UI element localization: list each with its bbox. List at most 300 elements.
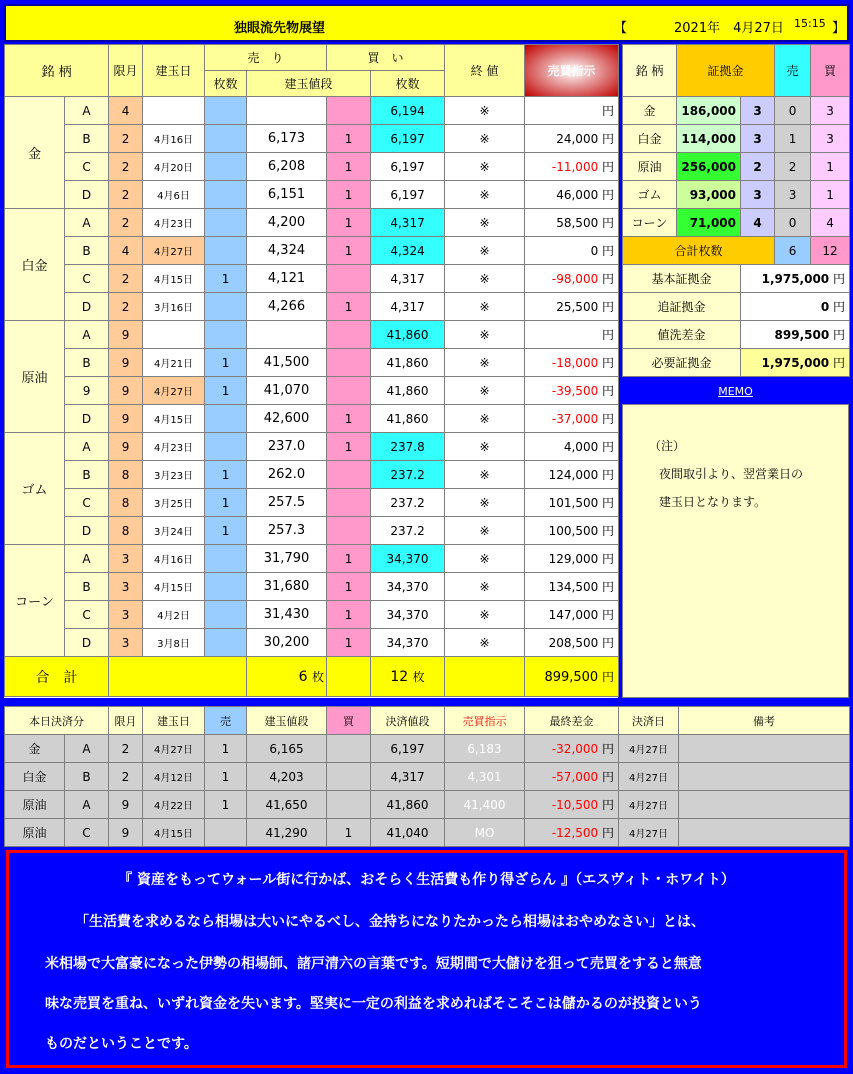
bracket-right: 】 [832, 21, 846, 36]
buy-count: 1 [327, 293, 371, 321]
position-row [5, 265, 619, 293]
margin-commodity: ゴム [623, 181, 677, 209]
margin-buy: 1 [811, 153, 850, 181]
trade-instruction: ※ [445, 321, 525, 349]
settled-col-9: 決済日 [619, 707, 679, 735]
open-date: 4月23日 [143, 209, 205, 237]
settled-row [5, 819, 850, 847]
col-meigara: 銘 柄 [5, 45, 109, 97]
close-price: 34,370 [371, 545, 445, 573]
buy-count: 1 [327, 237, 371, 265]
open-date: 4月27日 [143, 377, 205, 405]
col-gengetsu: 限月 [109, 45, 143, 97]
contract-letter: C [65, 489, 109, 517]
close-price: 41,860 [371, 405, 445, 433]
margin-col-uri: 売 [775, 45, 811, 97]
margin-count: 4 [741, 209, 775, 237]
quote-line-2: 「生活費を求めるなら相場は大いにやるべし、金持ちになりたかったら相場はおやめなさい」とは、 [75, 914, 705, 930]
margin-count: 3 [741, 125, 775, 153]
open-price: 31,430 [247, 601, 327, 629]
open-date: 3月16日 [143, 293, 205, 321]
margin-buy: 4 [811, 209, 850, 237]
margin-row [623, 153, 850, 181]
open-date: 4月16日 [143, 125, 205, 153]
sell-count [205, 405, 247, 433]
settled-col-2: 建玉日 [143, 707, 205, 735]
buy-count: 1 [327, 405, 371, 433]
position-row [5, 377, 619, 405]
trade-instruction: ※ [445, 265, 525, 293]
contract-month: 9 [109, 433, 143, 461]
valuation-diff: 134,500 円 [525, 573, 619, 601]
settled-cell: 4月27日 [619, 763, 679, 791]
additional-margin-label: 追証拠金 [623, 293, 741, 321]
contract-letter: D [65, 293, 109, 321]
buy-count [327, 517, 371, 545]
sell-count [205, 181, 247, 209]
open-date: 4月15日 [143, 265, 205, 293]
settled-cell: 白金 [5, 763, 65, 791]
buy-count [327, 461, 371, 489]
position-row [5, 349, 619, 377]
margin-count: 2 [741, 153, 775, 181]
valuation-diff: 208,500 円 [525, 629, 619, 657]
margin-amount: 186,000 [677, 97, 741, 125]
settled-cell: -32,000 円 [525, 735, 619, 763]
margin-col-shokokin: 証拠金 [677, 45, 775, 97]
open-date: 4月23日 [143, 433, 205, 461]
margin-col-kai: 買 [811, 45, 850, 97]
position-row [5, 209, 619, 237]
close-price: 34,370 [371, 573, 445, 601]
commodity-name: 白金 [5, 209, 65, 321]
settled-col-3: 売 [205, 707, 247, 735]
contract-letter: A [65, 209, 109, 237]
settled-cell: C [65, 819, 109, 847]
settled-col-4: 建玉値段 [247, 707, 327, 735]
trade-instruction: ※ [445, 489, 525, 517]
open-price [247, 321, 327, 349]
sell-count [205, 573, 247, 601]
contract-letter: D [65, 629, 109, 657]
trade-instruction: ※ [445, 433, 525, 461]
contract-month: 2 [109, 265, 143, 293]
time-label: 15:15 [794, 17, 826, 30]
buy-count [327, 265, 371, 293]
settled-col-6: 決済値段 [371, 707, 445, 735]
sell-count [205, 209, 247, 237]
contract-month: 9 [109, 349, 143, 377]
quote-line-4: 味な売買を重ね、いずれ資金を失います。堅実に一定の利益を求めればそこそこは儲かるのが投資という [45, 996, 702, 1012]
col-sell-count: 枚数 [205, 71, 247, 97]
page-title: 独眼流先物展望 [234, 21, 326, 36]
settled-cell: 41,860 [371, 791, 445, 819]
sell-count: 1 [205, 489, 247, 517]
settled-cell: B [65, 763, 109, 791]
contract-month: 3 [109, 629, 143, 657]
valuation-diff: 129,000 円 [525, 545, 619, 573]
settled-cell: 原油 [5, 819, 65, 847]
contract-letter: C [65, 601, 109, 629]
close-price: 41,860 [371, 377, 445, 405]
close-price: 34,370 [371, 601, 445, 629]
settled-cell: 4月22日 [143, 791, 205, 819]
valuation-diff: 円 [525, 97, 619, 125]
open-price: 257.3 [247, 517, 327, 545]
settled-cell: 4月27日 [143, 735, 205, 763]
buy-count [327, 377, 371, 405]
col-kai: 買 い [327, 45, 445, 71]
contract-letter: B [65, 125, 109, 153]
valuation-diff: -18,000 円 [525, 349, 619, 377]
margin-buy: 3 [811, 97, 850, 125]
settled-cell [205, 819, 247, 847]
settled-cell: MO [445, 819, 525, 847]
open-price: 257.5 [247, 489, 327, 517]
margin-sell: 1 [775, 125, 811, 153]
open-date: 3月24日 [143, 517, 205, 545]
settled-cell: 6,183 [445, 735, 525, 763]
memo-line-2: 夜間取引より、翌営業日の [659, 467, 804, 481]
contract-letter: D [65, 405, 109, 433]
close-price: 41,860 [371, 321, 445, 349]
open-price: 31,680 [247, 573, 327, 601]
col-baibai: 売買指示 [525, 45, 619, 97]
contract-month: 3 [109, 545, 143, 573]
sell-count: 1 [205, 377, 247, 405]
close-price: 237.2 [371, 517, 445, 545]
settled-cell: 4,317 [371, 763, 445, 791]
buy-count: 1 [327, 181, 371, 209]
position-row [5, 433, 619, 461]
settled-cell: 4月12日 [143, 763, 205, 791]
contract-month: 4 [109, 97, 143, 125]
commodity-name: コーン [5, 545, 65, 657]
basic-margin-value: 1,975,000 円 [741, 265, 850, 293]
required-margin-value: 1,975,000 円 [741, 349, 850, 377]
commodity-name: 金 [5, 97, 65, 209]
trade-instruction: ※ [445, 153, 525, 181]
valuation-diff: 円 [525, 321, 619, 349]
buy-count: 1 [327, 433, 371, 461]
position-row [5, 601, 619, 629]
settled-cell: -10,500 円 [525, 791, 619, 819]
open-date: 4月20日 [143, 153, 205, 181]
margin-commodity: コーン [623, 209, 677, 237]
settled-cell: A [65, 735, 109, 763]
settled-cell [679, 735, 850, 763]
sell-count [205, 293, 247, 321]
col-owarine: 終 値 [445, 45, 525, 97]
total-sell: 6 枚 [247, 657, 327, 697]
commodity-name: 原油 [5, 321, 65, 433]
contract-letter: A [65, 321, 109, 349]
close-price: 6,194 [371, 97, 445, 125]
valuation-diff: 0 円 [525, 237, 619, 265]
trade-instruction: ※ [445, 545, 525, 573]
margin-col-meigara: 銘 柄 [623, 45, 677, 97]
contract-letter: B [65, 237, 109, 265]
settled-cell: 原油 [5, 791, 65, 819]
close-price: 4,317 [371, 265, 445, 293]
settled-cell: 9 [109, 791, 143, 819]
bracket-left: 【 [614, 21, 628, 36]
open-date: 3月23日 [143, 461, 205, 489]
contract-month: 8 [109, 461, 143, 489]
open-date [143, 321, 205, 349]
settled-cell: 4月27日 [619, 819, 679, 847]
sell-count [205, 629, 247, 657]
valuation-diff: 100,500 円 [525, 517, 619, 545]
sell-count [205, 237, 247, 265]
settled-cell: 41,400 [445, 791, 525, 819]
margin-commodity: 白金 [623, 125, 677, 153]
margin-table [622, 44, 850, 377]
contract-month: 3 [109, 573, 143, 601]
open-date: 3月8日 [143, 629, 205, 657]
buy-count: 1 [327, 601, 371, 629]
position-row [5, 573, 619, 601]
margin-commodity: 原油 [623, 153, 677, 181]
margin-row [623, 209, 850, 237]
title-bar [4, 4, 849, 42]
margin-total-sell: 6 [775, 237, 811, 265]
contract-month: 3 [109, 601, 143, 629]
margin-amount: 256,000 [677, 153, 741, 181]
margin-amount: 114,000 [677, 125, 741, 153]
settled-cell [327, 735, 371, 763]
contract-letter: C [65, 153, 109, 181]
contract-month: 2 [109, 153, 143, 181]
close-price: 237.2 [371, 461, 445, 489]
contract-letter: A [65, 97, 109, 125]
margin-count: 3 [741, 181, 775, 209]
margin-amount: 93,000 [677, 181, 741, 209]
open-date: 4月21日 [143, 349, 205, 377]
trade-instruction: ※ [445, 629, 525, 657]
open-date: 4月2日 [143, 601, 205, 629]
open-date: 3月25日 [143, 489, 205, 517]
close-price: 6,197 [371, 125, 445, 153]
total-sum: 899,500 円 [525, 657, 619, 697]
open-date: 4月15日 [143, 573, 205, 601]
settled-cell: 2 [109, 735, 143, 763]
settled-cell: 4月27日 [619, 791, 679, 819]
valuation-diff: 147,000 円 [525, 601, 619, 629]
open-price: 4,121 [247, 265, 327, 293]
settled-col-10: 備考 [679, 707, 850, 735]
open-price: 6,151 [247, 181, 327, 209]
margin-row [623, 125, 850, 153]
sell-count [205, 97, 247, 125]
contract-letter: D [65, 517, 109, 545]
buy-count: 1 [327, 545, 371, 573]
position-row [5, 405, 619, 433]
settled-panel [4, 706, 849, 846]
margin-row [623, 181, 850, 209]
valuation-diff: -11,000 円 [525, 153, 619, 181]
contract-month: 4 [109, 237, 143, 265]
trade-instruction: ※ [445, 293, 525, 321]
sell-count [205, 433, 247, 461]
settled-cell: 4,203 [247, 763, 327, 791]
close-price: 4,324 [371, 237, 445, 265]
settled-cell: 41,650 [247, 791, 327, 819]
settled-cell [327, 791, 371, 819]
settled-cell [679, 763, 850, 791]
buy-count [327, 321, 371, 349]
settled-row [5, 791, 850, 819]
margin-total-label: 合計枚数 [623, 237, 775, 265]
settled-cell: 6,165 [247, 735, 327, 763]
margin-buy: 1 [811, 181, 850, 209]
trade-instruction: ※ [445, 209, 525, 237]
settled-cell: 2 [109, 763, 143, 791]
settled-table [4, 706, 850, 847]
contract-month: 8 [109, 517, 143, 545]
buy-count: 1 [327, 153, 371, 181]
contract-letter: C [65, 265, 109, 293]
valuation-diff: 4,000 円 [525, 433, 619, 461]
settled-cell: 1 [205, 791, 247, 819]
sell-count: 1 [205, 265, 247, 293]
valuation-diff: -98,000 円 [525, 265, 619, 293]
settled-cell [679, 819, 850, 847]
open-price: 42,600 [247, 405, 327, 433]
contract-letter: A [65, 545, 109, 573]
buy-count: 1 [327, 209, 371, 237]
settled-cell: -12,500 円 [525, 819, 619, 847]
settled-col-7: 売買指示 [445, 707, 525, 735]
trade-instruction: ※ [445, 377, 525, 405]
memo-box [622, 404, 849, 698]
positions-table [4, 44, 619, 697]
buy-count [327, 489, 371, 517]
sell-count: 1 [205, 517, 247, 545]
margin-sell: 2 [775, 153, 811, 181]
settled-cell: 1 [205, 735, 247, 763]
close-price: 6,197 [371, 153, 445, 181]
settled-cell [327, 763, 371, 791]
position-row [5, 153, 619, 181]
settled-col-5: 買 [327, 707, 371, 735]
contract-month: 9 [109, 405, 143, 433]
margin-amount: 71,000 [677, 209, 741, 237]
memo-link[interactable]: MEMO [718, 385, 753, 398]
close-price: 4,317 [371, 209, 445, 237]
trade-instruction: ※ [445, 97, 525, 125]
close-price: 4,317 [371, 293, 445, 321]
contract-month: 2 [109, 293, 143, 321]
margin-sell: 0 [775, 209, 811, 237]
trade-instruction: ※ [445, 517, 525, 545]
valuation-diff: 101,500 円 [525, 489, 619, 517]
settled-cell: 4,301 [445, 763, 525, 791]
required-margin-label: 必要証拠金 [623, 349, 741, 377]
position-row [5, 321, 619, 349]
sell-count [205, 153, 247, 181]
quote-line-5: ものだということです。 [45, 1036, 198, 1052]
open-price: 41,070 [247, 377, 327, 405]
close-price: 237.2 [371, 489, 445, 517]
valuation-label: 値洗差金 [623, 321, 741, 349]
settled-cell: 4月15日 [143, 819, 205, 847]
open-price: 4,200 [247, 209, 327, 237]
trade-instruction: ※ [445, 237, 525, 265]
col-buy-count: 枚数 [371, 71, 445, 97]
settled-row [5, 735, 850, 763]
contract-month: 2 [109, 181, 143, 209]
margin-sell: 0 [775, 97, 811, 125]
contract-month: 9 [109, 377, 143, 405]
sell-count: 1 [205, 349, 247, 377]
trade-instruction: ※ [445, 349, 525, 377]
open-price: 30,200 [247, 629, 327, 657]
buy-count: 1 [327, 629, 371, 657]
open-price: 41,500 [247, 349, 327, 377]
settled-cell: 41,040 [371, 819, 445, 847]
margin-commodity: 金 [623, 97, 677, 125]
quote-box [6, 850, 847, 1068]
trade-instruction: ※ [445, 461, 525, 489]
quote-line-1: 『 資産をもってウォール街に行かば、おそらく生活費も作り得ざらん 』（エスヴィト・ホワイト） [118, 872, 735, 888]
position-row [5, 461, 619, 489]
margin-total-buy: 12 [811, 237, 850, 265]
margin-panel [622, 44, 849, 377]
settled-cell: -57,000 円 [525, 763, 619, 791]
buy-count: 1 [327, 573, 371, 601]
settled-cell: 1 [327, 819, 371, 847]
open-price: 262.0 [247, 461, 327, 489]
trade-instruction: ※ [445, 405, 525, 433]
contract-letter: A [65, 433, 109, 461]
close-price: 6,197 [371, 181, 445, 209]
valuation-diff: -37,000 円 [525, 405, 619, 433]
open-date: 4月15日 [143, 405, 205, 433]
sell-count [205, 545, 247, 573]
buy-count [327, 349, 371, 377]
settled-cell: A [65, 791, 109, 819]
col-tategyoku-nedan: 建玉値段 [247, 71, 371, 97]
position-row [5, 629, 619, 657]
trade-instruction: ※ [445, 125, 525, 153]
position-row [5, 545, 619, 573]
buy-count [327, 97, 371, 125]
contract-letter: B [65, 461, 109, 489]
position-row [5, 237, 619, 265]
memo-line-1: （注） [649, 439, 686, 453]
contract-month: 2 [109, 209, 143, 237]
close-price: 41,860 [371, 349, 445, 377]
open-date: 4月6日 [143, 181, 205, 209]
settled-cell: 4月27日 [619, 735, 679, 763]
contract-letter: 9 [65, 377, 109, 405]
settled-cell: 41,290 [247, 819, 327, 847]
trade-instruction: ※ [445, 573, 525, 601]
total-label: 合 計 [5, 657, 109, 697]
margin-count: 3 [741, 97, 775, 125]
open-price: 6,208 [247, 153, 327, 181]
contract-month: 2 [109, 125, 143, 153]
valuation-value: 899,500 円 [741, 321, 850, 349]
margin-row [623, 97, 850, 125]
position-row [5, 125, 619, 153]
open-price: 4,324 [247, 237, 327, 265]
settled-row [5, 763, 850, 791]
settled-cell: 9 [109, 819, 143, 847]
sell-count [205, 125, 247, 153]
buy-count: 1 [327, 125, 371, 153]
